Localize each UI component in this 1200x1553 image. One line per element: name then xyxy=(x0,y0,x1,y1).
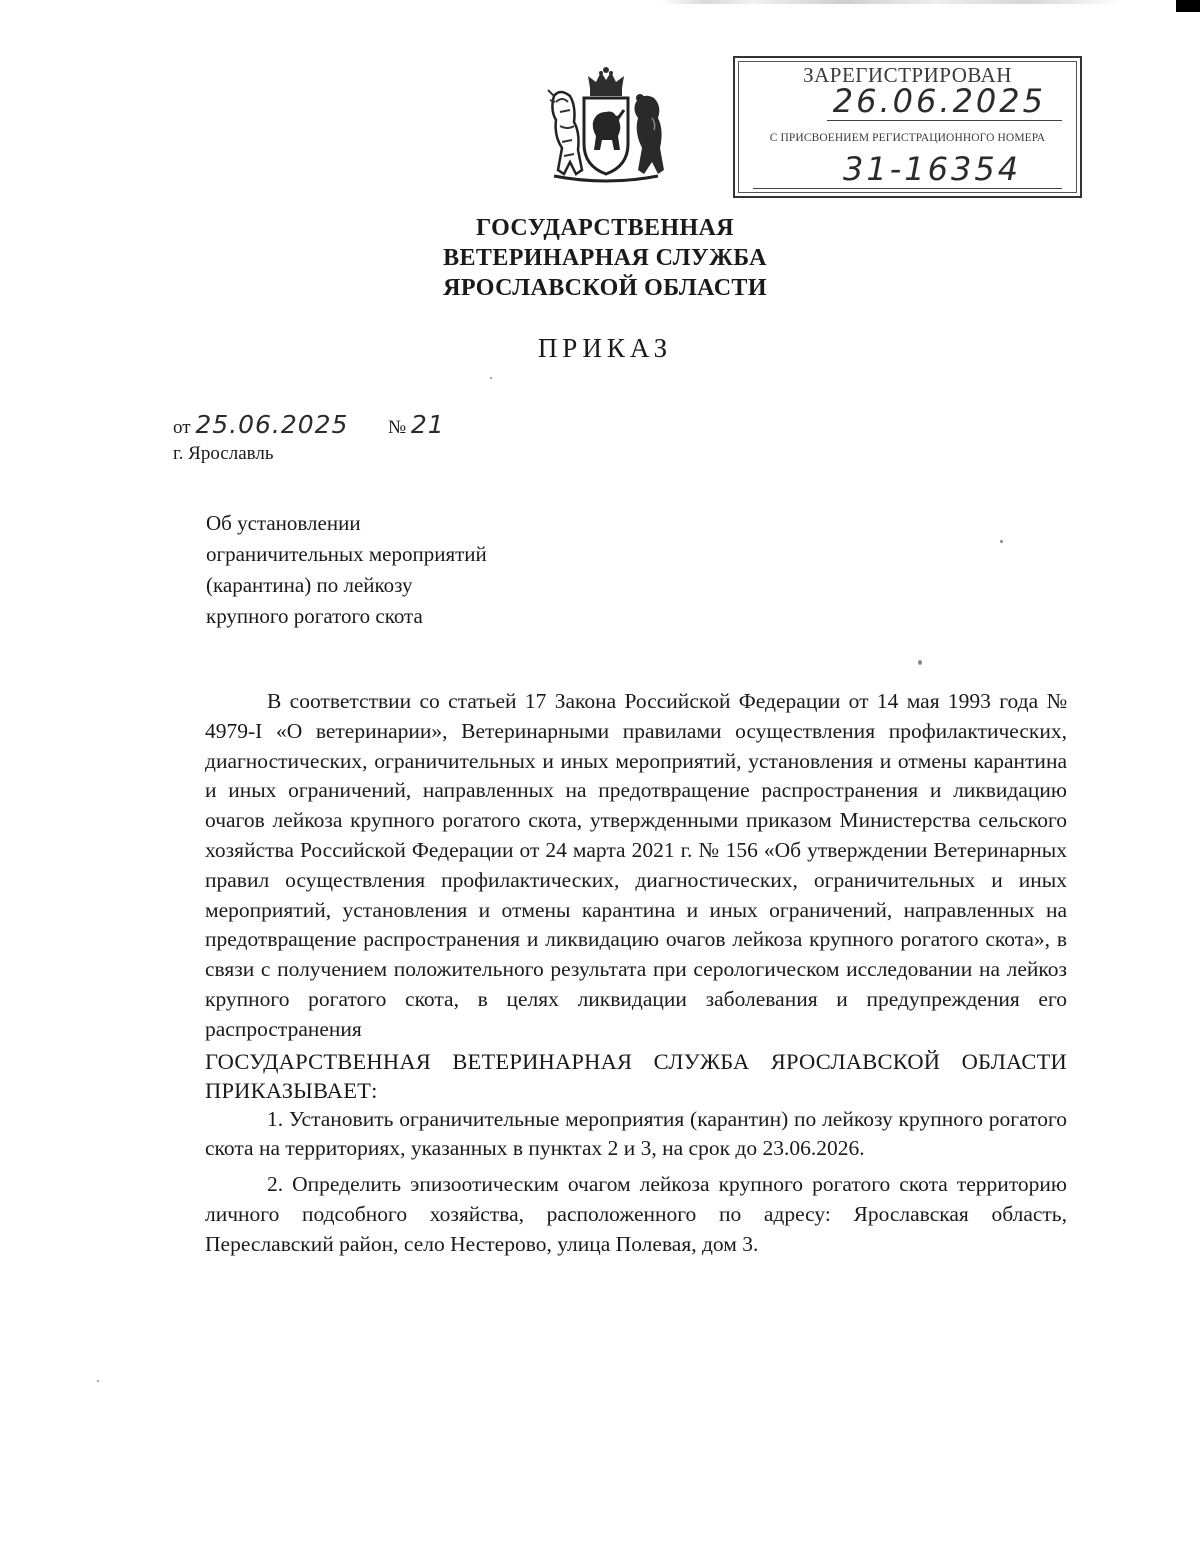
scan-speck xyxy=(490,377,492,379)
organization-name xyxy=(390,213,820,303)
order-body xyxy=(205,687,1067,1260)
scan-speck xyxy=(97,1380,99,1382)
subject-line: крупного рогатого скота xyxy=(206,604,423,628)
stamp-caption: С ПРИСВОЕНИЕМ РЕГИСТРАЦИОННОГО НОМЕРА xyxy=(769,132,1046,144)
organization-name-line: ЯРОСЛАВСКОЙ ОБЛАСТИ xyxy=(443,275,767,301)
coat-of-arms-icon xyxy=(540,66,672,190)
stamp-date-handwritten: 26.06.2025 xyxy=(832,82,1046,120)
stamp-divider xyxy=(827,120,1062,121)
number-prefix: № xyxy=(387,417,407,438)
subject-line: ограничительных мероприятий xyxy=(206,542,487,566)
date-prefix: от xyxy=(173,417,191,438)
stamp-title: ЗАРЕГИСТРИРОВАН xyxy=(803,63,1012,87)
scan-speck xyxy=(918,660,922,665)
organization-name-line: ГОСУДАРСТВЕННАЯ xyxy=(476,215,734,241)
preamble-paragraph: В соответствии со статьей 17 Закона Российской Федерации от 14 мая 1993 года № 4979-I «О ветеринарии», Ветеринарными правилами осуществления профилактических, диагностических, ограничительных и иных мероприятий, установления и отмены карантина и иных ограничений, направленных на предотвращение распространения и ликвидацию очагов лейкоза крупного рогатого скота, утвержденными приказом Министерства сельского хозяйства Российской Федерации от 24 марта 2021 г. № 156 «Об утверждении Ветеринарных правил осуществления профилактических, диагностических, ограничительных и иных мероприятий, установления и отмены карантина и иных ограничений, направленных на предотвращение распространения и ликвидацию очагов лейкоза крупного рогатого скота», в связи с получением положительного результата при серологическом исследовании на лейкоз крупного рогатого скота, в целях ликвидации заболевания и предупреждения его распространения xyxy=(205,689,1067,1041)
order-item-2: 2. Определить эпизоотическим очагом лейкоза крупного рогатого скота территорию личного подсобного хозяйства, расположенного по адресу: Ярославская область, Переславский район, село Нестерово, улица Полевая, дом 3. xyxy=(205,1172,1067,1256)
scan-speck xyxy=(1000,540,1003,543)
scan-corner-mark xyxy=(1176,0,1200,12)
organization-name-line: ВЕТЕРИНАРНАЯ СЛУЖБА xyxy=(443,245,767,271)
document-type-title: ПРИКАЗ xyxy=(537,333,673,363)
order-date-number xyxy=(173,410,445,439)
order-subject xyxy=(206,508,487,632)
scan-edge-artifact xyxy=(660,0,1120,4)
order-item-1: 1. Установить ограничительные мероприятия (карантин) по лейкозу крупного рогатого скота на территориях, указанных в пунктах 2 и 3, на срок до 23.06.2026. xyxy=(205,1106,1067,1161)
order-date-handwritten: 25.06.2025 xyxy=(195,410,349,439)
stamp-registration-number: 31-16354 xyxy=(843,150,1022,188)
subject-line: (карантина) по лейкозу xyxy=(206,573,413,597)
order-city: г. Ярославль xyxy=(173,443,274,464)
decree-statement: ГОСУДАРСТВЕННАЯ ВЕТЕРИНАРНАЯ СЛУЖБА ЯРОСЛАВСКОЙ ОБЛАСТИ ПРИКАЗЫВАЕТ: xyxy=(205,1048,1067,1103)
order-number-handwritten: 21 xyxy=(410,410,445,439)
subject-line: Об установлении xyxy=(206,511,361,535)
stamp-divider xyxy=(753,188,1062,189)
registration-stamp xyxy=(733,56,1082,198)
